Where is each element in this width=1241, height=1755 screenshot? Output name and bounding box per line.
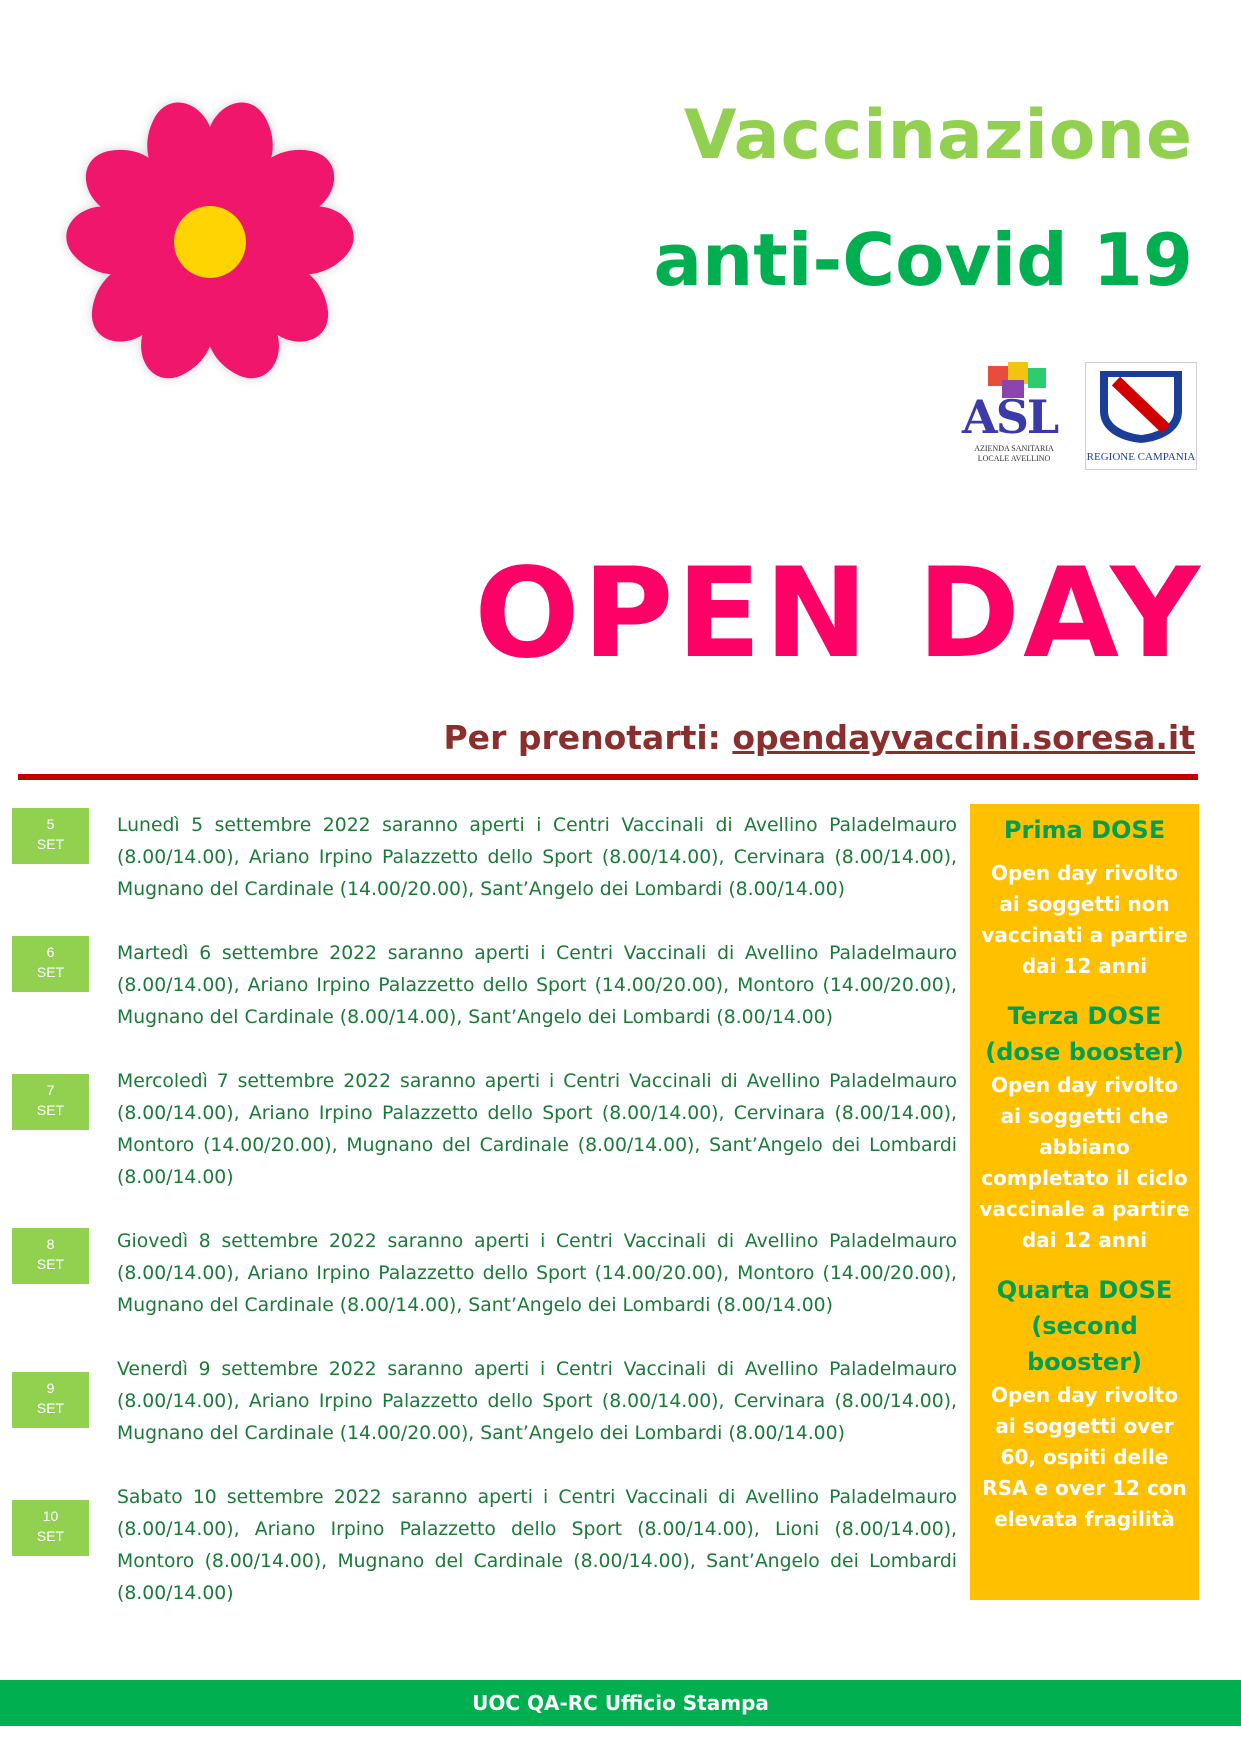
date-month: SET	[36, 1400, 65, 1416]
title-line-1: Vaccinazione	[683, 96, 1193, 175]
asl-subtitle: AZIENDA SANITARIA LOCALE AVELLINO	[974, 444, 1054, 463]
date-day: 6	[46, 944, 55, 960]
booking-label: Per prenotarti:	[443, 718, 721, 757]
date-month: SET	[36, 836, 65, 852]
date-month: SET	[36, 1102, 65, 1118]
asl-mark: ASL	[962, 390, 1058, 444]
date-badge	[12, 808, 89, 864]
date-day: 10	[42, 1508, 59, 1524]
schedule-entry: Giovedì 8 settembre 2022 saranno aperti i Centri Vaccinali di Avellino Paladelmauro (8.00/14.00), Ariano Irpino Palazzetto dello Sport (14.00/20.00), Montoro (14.00/20.00), Mugnano del Cardinale (8.00/14.00), Sant’Angelo dei Lombardi (8.00/14.00)	[117, 1231, 957, 1316]
schedule-entry: Venerdì 9 settembre 2022 saranno aperti i Centri Vaccinali di Avellino Paladelmauro (8.00/14.00), Ariano Irpino Palazzetto dello Sport (8.00/14.00), Cervinara (8.00/14.00), Mugnano del Cardinale (14.00/20.00), Sant’Angelo dei Lombardi (8.00/14.00)	[117, 1359, 957, 1444]
dose-heading: Prima DOSE	[1003, 816, 1166, 844]
schedule-entry: Sabato 10 settembre 2022 saranno aperti i Centri Vaccinali di Avellino Paladelmauro (8.00/14.00), Ariano Irpino Palazzetto dello Sport (8.00/14.00), Lioni (8.00/14.00), Montoro (8.00/14.00), Mugnano del Cardinale (8.00/14.00), Sant’Angelo dei Lombardi (8.00/14.00)	[117, 1487, 957, 1604]
date-month: SET	[36, 964, 65, 980]
date-badge	[12, 1228, 89, 1284]
date-month: SET	[36, 1528, 65, 1544]
date-month: SET	[36, 1256, 65, 1272]
flower-center	[174, 206, 246, 278]
date-badge	[12, 936, 89, 992]
booking-line	[444, 718, 1196, 757]
date-badge	[12, 1372, 89, 1428]
regione-campania-logo	[1085, 362, 1197, 470]
dose-description: Open day rivolto ai soggetti over 60, ospiti delle RSA e over 12 con elevata fragilità	[982, 1383, 1187, 1531]
schedule-entry: Lunedì 5 settembre 2022 saranno aperti i Centri Vaccinali di Avellino Paladelmauro (8.00/14.00), Ariano Irpino Palazzetto dello Sport (8.00/14.00), Cervinara (8.00/14.00), Mugnano del Cardinale (14.00/20.00), Sant’Angelo dei Lombardi (8.00/14.00)	[117, 815, 957, 900]
regione-label: REGIONE CAMPANIA	[1086, 451, 1196, 463]
date-day: 8	[46, 1236, 55, 1252]
shield-icon	[1096, 367, 1186, 445]
flower-icon	[40, 72, 380, 412]
date-badge	[12, 1500, 89, 1556]
date-badge	[12, 1074, 89, 1130]
booking-link[interactable]: opendayvaccini.soresa.it	[732, 718, 1195, 757]
divider-line	[18, 774, 1198, 780]
dose-info-box	[970, 804, 1199, 1600]
footer-bar: UOC QA-RC Ufficio Stampa	[0, 1680, 1241, 1726]
dose-heading: Quarta DOSE (second booster)	[996, 1276, 1173, 1376]
dose-description: Open day rivolto ai soggetti non vaccinati a partire dai 12 anni	[981, 861, 1188, 978]
date-day: 9	[46, 1380, 55, 1396]
dose-description: Open day rivolto ai soggetti che abbiano completato il ciclo vaccinale a partire dai 12 anni	[979, 1073, 1190, 1252]
schedule-entry: Mercoledì 7 settembre 2022 saranno aperti i Centri Vaccinali di Avellino Paladelmauro (8.00/14.00), Ariano Irpino Palazzetto dello Sport (8.00/14.00), Cervinara (8.00/14.00), Montoro (14.00/20.00), Mugnano del Cardinale (8.00/14.00), Sant’Angelo dei Lombardi (8.00/14.00)	[117, 1071, 957, 1188]
open-day-banner: OPEN DAY	[474, 542, 1203, 686]
date-day: 5	[46, 816, 55, 832]
dose-heading: Terza DOSE (dose booster)	[985, 1002, 1184, 1066]
title-line-2: anti-Covid 19	[653, 218, 1193, 302]
date-day: 7	[46, 1082, 55, 1098]
asl-logo	[958, 360, 1070, 468]
schedule-entry: Martedì 6 settembre 2022 saranno aperti i Centri Vaccinali di Avellino Paladelmauro (8.00/14.00), Ariano Irpino Palazzetto dello Sport (14.00/20.00), Montoro (14.00/20.00), Mugnano del Cardinale (8.00/14.00), Sant’Angelo dei Lombardi (8.00/14.00)	[117, 943, 957, 1028]
